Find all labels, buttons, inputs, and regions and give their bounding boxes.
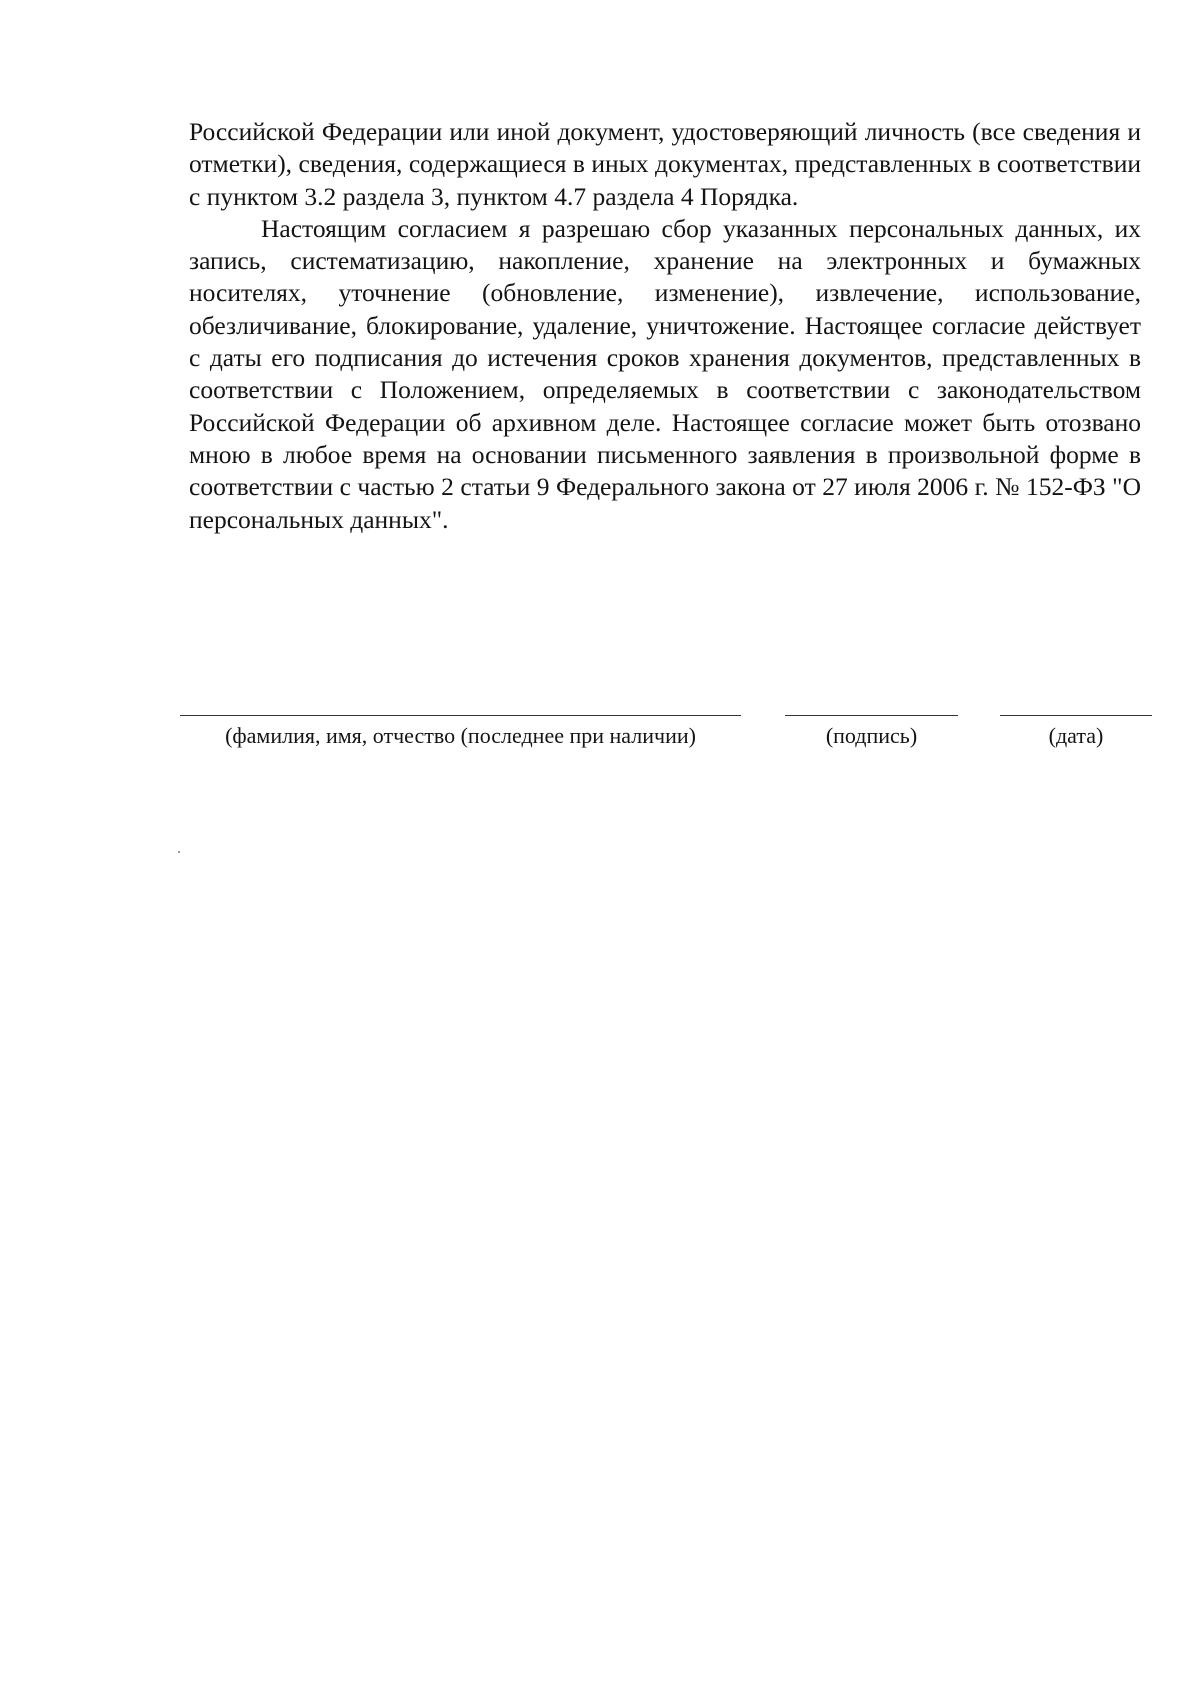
signature-caption: (подпись) — [825, 723, 918, 748]
document-body — [189, 116, 1141, 536]
paragraph-1: Российской Федерации или иной документ, удостоверяющий личность (все сведения и отметки), сведения, содержащиеся в иных документах, представленных в соответствии с пунктом 3.2 раздела 3, пунктом 4.7 раздела 4 Порядка. — [189, 117, 1141, 211]
scan-speck — [178, 851, 180, 853]
date-caption: (дата) — [1048, 723, 1104, 748]
signature-line — [785, 715, 958, 716]
name-signature-line — [180, 715, 741, 716]
paragraph-2: Настоящим согласием я разрешаю сбор указанных персональных данных, их запись, систематизацию, накопление, хранение на электронных и бумажных носителях, уточнение (обновление, изменение), извлечение, использование, обезличивание, блокирование, удаление, уничтожение. Настоящее согласие действует с даты его подписания до истечения сроков хранения документов, представленных в соответствии с Положением, определяемых в соответствии с законодательством Российской Федерации об архивном деле. Настоящее согласие может быть отозвано мною в любое время на основании письменного заявления в произвольной форме в соответствии с частью 2 статьи 9 Федерального закона от 27 июля 2006 г. № 152-ФЗ "О персональных данных". — [189, 213, 1141, 534]
name-caption: (фамилия, имя, отчество (последнее при наличии) — [225, 723, 696, 748]
date-signature-line — [1000, 715, 1152, 716]
